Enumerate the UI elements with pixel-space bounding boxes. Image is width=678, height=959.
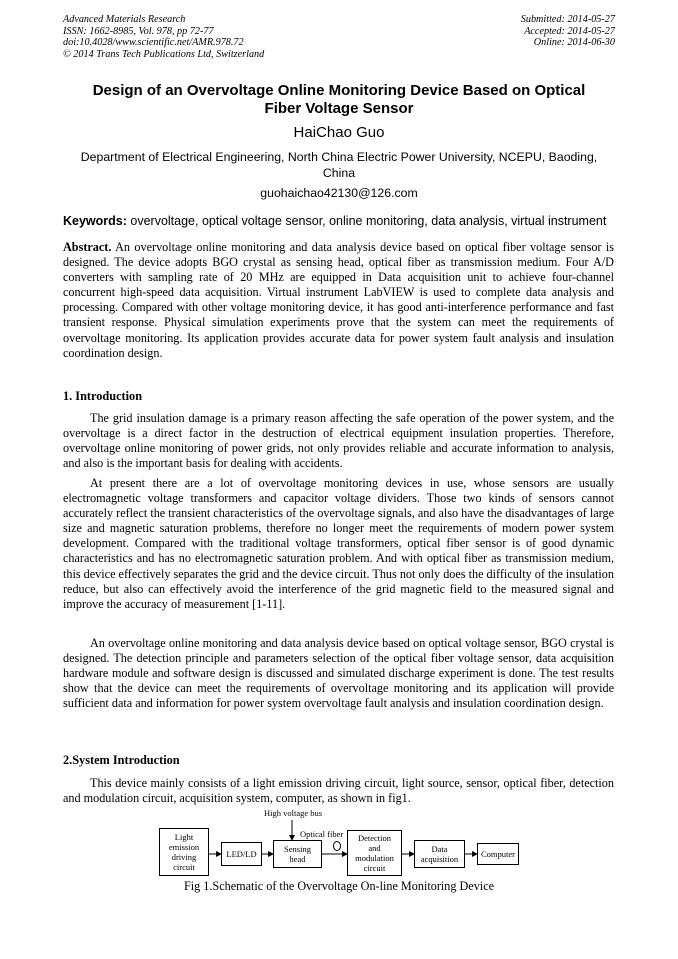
keywords-label: Keywords: <box>63 214 127 228</box>
journal-name: Advanced Materials Research <box>63 14 186 25</box>
abstract-label: Abstract. <box>63 240 112 254</box>
intro-paragraph-1: The grid insulation damage is a primary reason affecting the safe operation of the power system, and the overvoltage is a direct factor in the destruction of electrical equipment insulation properties. Therefore, overvoltage online monitoring of power grids, not only provides reliable and accurate information to analysis, and also is the important basis for dealing with accidents. <box>63 411 614 471</box>
block-detection-modulation: Detection and modulation circuit <box>347 830 402 876</box>
dates-info <box>521 14 615 49</box>
abstract <box>63 240 614 361</box>
author-email: guohaichao42130@126.com <box>260 186 418 200</box>
section-heading-introduction: 1. Introduction <box>63 389 143 403</box>
intro-paragraph-2: At present there are a lot of overvoltage monitoring devices in use, whose sensors are usually electromagnetic voltage transformers and capacitor voltage dividers. Those two kinds of sensors cannot accurately reflect the transient characteristics of the overvoltage signals, and also have the disadvantages of large size and magnetic saturation problems, therefore no longer meet the requirements of modern power system development. Compared with the traditional voltage transformers, optical fiber sensor is of good dynamic characteristics and has no electromagnetic saturation problem. And with optical fiber as transmission medium, this device effectively separates the grid and the device circuit. Thus not only does the difficulty of the insulation reduce, but also can effectively avoid the interference of the grid magnetic field to the measured signal and improve the accuracy of measurement [1-11]. <box>63 476 614 611</box>
keywords-text: overvoltage, optical voltage sensor, online monitoring, data analysis, virtual instrument <box>126 214 607 228</box>
intro-paragraph-3: An overvoltage online monitoring and data analysis device based on optical voltage sensor, BGO crystal is designed. The detection principle and parameters selection of the optical fiber voltage sensor, data acquisition hardware module and software design is discussed and simulated discharge experiment is done. The test results show that the device can meet the requirements of overvoltage monitoring and its application will provide sufficient data and information for power system overvoltage fault analysis and insulation coordination design. <box>63 636 614 711</box>
system-paragraph-1: This device mainly consists of a light emission driving circuit, light source, sensor, optical fiber, detection and modulation circuit, acquisition system, computer, as shown in fig1. <box>63 776 614 806</box>
optical-fiber-label: Optical fiber <box>300 829 344 839</box>
figure-caption: Fig 1.Schematic of the Overvoltage On-line Monitoring Device <box>183 879 495 893</box>
block-light-emission: Light emission driving circuit <box>159 828 209 876</box>
copyright-line: © 2014 Trans Tech Publications Ltd, Switzerland <box>63 48 265 60</box>
affiliation <box>70 150 608 181</box>
block-led: LED/LD <box>221 842 262 866</box>
optical-fiber-coil <box>334 842 341 851</box>
block-data-acquisition: Data acquisition <box>414 840 465 868</box>
title-line-2: Fiber Voltage Sensor <box>264 100 414 117</box>
hv-bus-label: High voltage bus <box>264 808 323 818</box>
issn-line: ISSN: 1662-8985, Vol. 978, pp 72-77 <box>63 25 214 37</box>
keywords <box>63 214 623 228</box>
doi-line: doi:10.4028/www.scientific.net/AMR.978.72 <box>63 37 244 48</box>
abstract-text: An overvoltage online monitoring and data analysis device based on optical fiber voltage sensor is designed. The device adopts BGO crystal as sensing head, optical fiber as transmission medium. Four A/D converters with sampling rate of 20 MHz are equipped in Data acquisition unit to achieve four-channel concurrent high-speed data acquisition. Virtual instrument LabVIEW is used to complete data analysis and processing. Compared with other voltage monitoring device, it has good anti-interference performance and fast transient response. Physical simulation experiments prove that the system can meet the requirements of overvoltage monitoring. Its application provides accurate data for power system fault analysis and insulation coordination design. <box>63 240 614 360</box>
paper-title <box>60 82 618 118</box>
section-heading-system: 2.System Introduction <box>63 753 180 767</box>
affiliation-line-1: Department of Electrical Engineering, North China Electric Power University, NCEPU, Baoding, <box>80 150 598 164</box>
title-line-1: Design of an Overvoltage Online Monitoring Device Based on Optical <box>92 82 586 99</box>
block-computer: Computer <box>477 843 519 865</box>
accepted-date: Accepted: 2014-05-27 <box>524 25 615 37</box>
submitted-date: Submitted: 2014-05-27 <box>520 14 615 25</box>
affiliation-line-2: China <box>322 165 356 180</box>
journal-info <box>63 14 264 60</box>
block-sensing-head: Sensing head <box>273 840 322 868</box>
author-name: HaiChao Guo <box>293 124 385 141</box>
online-date: Online: 2014-06-30 <box>533 37 615 48</box>
